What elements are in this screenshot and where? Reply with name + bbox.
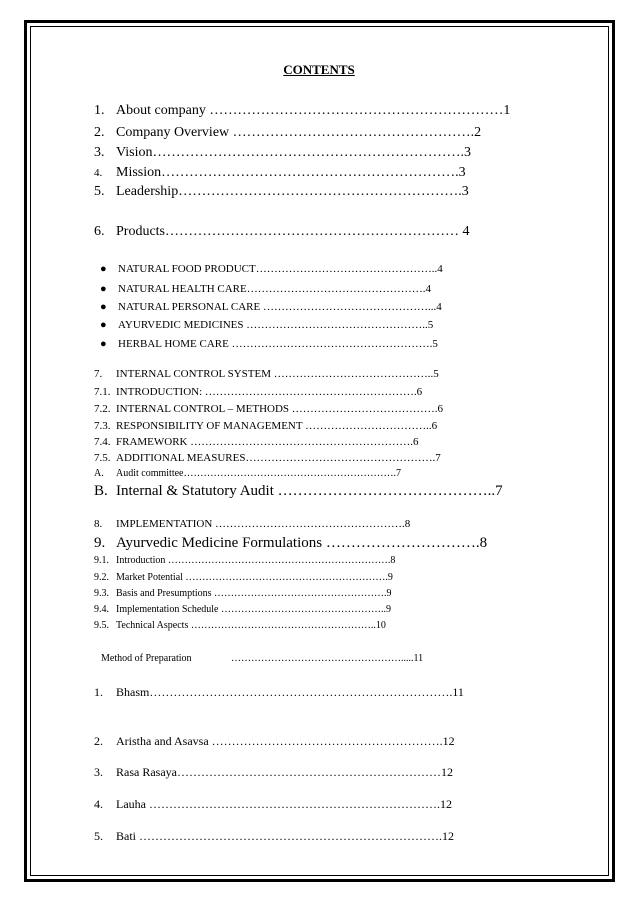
toc-entry[interactable] (94, 437, 419, 448)
toc-entry[interactable] (94, 387, 422, 398)
toc-text: Technical Aspects ………………………………………………..10 (116, 620, 386, 631)
product-item[interactable] (100, 320, 433, 331)
toc-number: 7.3. (94, 420, 111, 432)
bullet-icon: ● (100, 338, 107, 350)
product-item-text: NATURAL HEALTH CARE………………………………………….4 (118, 283, 431, 295)
toc-text: Mission……………………………………………………….3 (116, 165, 466, 180)
toc-text: RESPONSIBILITY OF MANAGEMENT ……………………………..6 (116, 420, 438, 432)
toc-entry[interactable] (94, 126, 481, 140)
toc-entry[interactable] (94, 469, 401, 479)
toc-text: Audit committee……………………………………………………….7 (116, 468, 401, 479)
toc-text: FRAMEWORK …………………………………………………….6 (116, 436, 419, 448)
toc-number: 7.2. (94, 403, 111, 415)
toc-text: INTERNAL CONTROL – METHODS ………………………………….6 (116, 403, 444, 415)
toc-text: INTRODUCTION: ………………………………………………….6 (116, 386, 423, 398)
toc-number: 2. (94, 125, 105, 140)
product-item[interactable] (100, 302, 442, 313)
toc-entry[interactable] (94, 453, 441, 464)
bullet-icon: ● (100, 263, 107, 275)
product-item[interactable] (100, 264, 443, 275)
toc-number: 1. (94, 685, 103, 699)
toc-text: Implementation Schedule …………………………………………..9 (116, 604, 391, 615)
toc-text: Leadership…………………………………………………….3 (116, 184, 469, 199)
toc-text: INTERNAL CONTROL SYSTEM ……………………………………..5 (116, 368, 439, 380)
toc-entry-ayurvedic[interactable] (94, 536, 487, 551)
toc-number: 7.4. (94, 436, 111, 448)
toc-entry[interactable] (94, 166, 466, 180)
toc-number: 5. (94, 829, 103, 843)
toc-entry[interactable] (94, 605, 391, 615)
toc-entry[interactable] (94, 421, 437, 432)
toc-number: 9.4. (94, 604, 109, 615)
product-item[interactable] (100, 284, 431, 295)
toc-text: Lauha ……………………………………………………………….12 (116, 797, 452, 811)
toc-number: 2. (94, 734, 103, 748)
product-item-text: NATURAL PERSONAL CARE ………………………………………...4 (118, 301, 442, 313)
toc-text: Method of Preparation (101, 653, 192, 664)
toc-number: 1. (94, 103, 105, 118)
toc-entry[interactable] (94, 404, 443, 415)
bullet-icon: ● (100, 283, 107, 295)
toc-text: Aristha and Asavsa ………………………………………………….12 (116, 734, 455, 748)
toc-number: 4. (94, 167, 103, 179)
toc-text: Introduction ………………………………………………………….8 (116, 555, 396, 566)
toc-text: Basis and Presumptions …………………………………………….9 (116, 588, 392, 599)
toc-number: 6. (94, 224, 105, 239)
toc-number: 7.1. (94, 386, 111, 398)
contents-title: CONTENTS (283, 62, 355, 77)
product-item-text: HERBAL HOME CARE ……………………………………………….5 (118, 338, 438, 350)
toc-number: 7.5. (94, 452, 111, 464)
toc-number: 7. (94, 368, 103, 380)
toc-entry-method[interactable] (101, 654, 423, 664)
toc-number: 9.5. (94, 620, 109, 631)
toc-entry[interactable] (94, 735, 455, 747)
toc-text: Market Potential …………………………………………………….9 (116, 572, 393, 583)
toc-number: 9.1. (94, 555, 109, 566)
toc-entry[interactable] (94, 573, 393, 583)
bullet-icon: ● (100, 319, 107, 331)
toc-text: Bati ………………………………………………………………….12 (116, 829, 454, 843)
toc-entry[interactable] (94, 589, 392, 599)
toc-text: Products……………………………………………………… 4 (116, 224, 470, 239)
toc-entry[interactable] (94, 146, 471, 160)
toc-text: IMPLEMENTATION …………………………………………….8 (116, 518, 411, 530)
toc-entry[interactable] (94, 830, 454, 842)
toc-number: 3. (94, 145, 105, 160)
toc-entry[interactable] (94, 556, 395, 566)
toc-entry[interactable] (94, 104, 510, 118)
toc-number: A. (94, 468, 104, 479)
toc-dots: …………………………………………….....11 (231, 653, 424, 664)
toc-entry-audit[interactable] (94, 484, 503, 499)
toc-number: 4. (94, 797, 103, 811)
toc-number: B. (94, 483, 108, 499)
toc-text: Company Overview …………………………………………….2 (116, 125, 482, 140)
toc-text: Vision………………………………………………………….3 (116, 145, 471, 160)
toc-number: 9.2. (94, 572, 109, 583)
toc-text: Rasa Rasaya…………………………………………………………12 (116, 765, 453, 779)
toc-text: ADDITIONAL MEASURES…………………………………………….7 (116, 452, 441, 464)
toc-entry[interactable] (94, 621, 386, 631)
toc-entry[interactable] (94, 369, 439, 380)
toc-text: About company ………………………………………………………1 (116, 103, 511, 118)
toc-entry[interactable] (94, 185, 469, 199)
toc-entry[interactable] (94, 686, 464, 698)
toc-entry[interactable] (94, 766, 453, 778)
bullet-icon: ● (100, 301, 107, 313)
toc-entry[interactable] (94, 798, 452, 810)
toc-number: 3. (94, 765, 103, 779)
toc-number: 9. (94, 535, 106, 551)
toc-text: Internal & Statutory Audit ……………………………………..7 (116, 483, 503, 499)
toc-number: 5. (94, 184, 105, 199)
product-item-text: NATURAL FOOD PRODUCT…………………………………………..4 (118, 263, 443, 275)
toc-text: Ayurvedic Medicine Formulations ………………………….8 (116, 535, 488, 551)
product-item-text: AYURVEDIC MEDICINES …………………………………………..5 (118, 319, 434, 331)
toc-entry-implementation[interactable] (94, 519, 410, 530)
toc-entry-products[interactable] (94, 225, 470, 239)
toc-number: 8. (94, 518, 103, 530)
toc-number: 9.3. (94, 588, 109, 599)
toc-text: Bhasm………………………………………………………………….11 (116, 685, 464, 699)
product-item[interactable] (100, 339, 438, 350)
